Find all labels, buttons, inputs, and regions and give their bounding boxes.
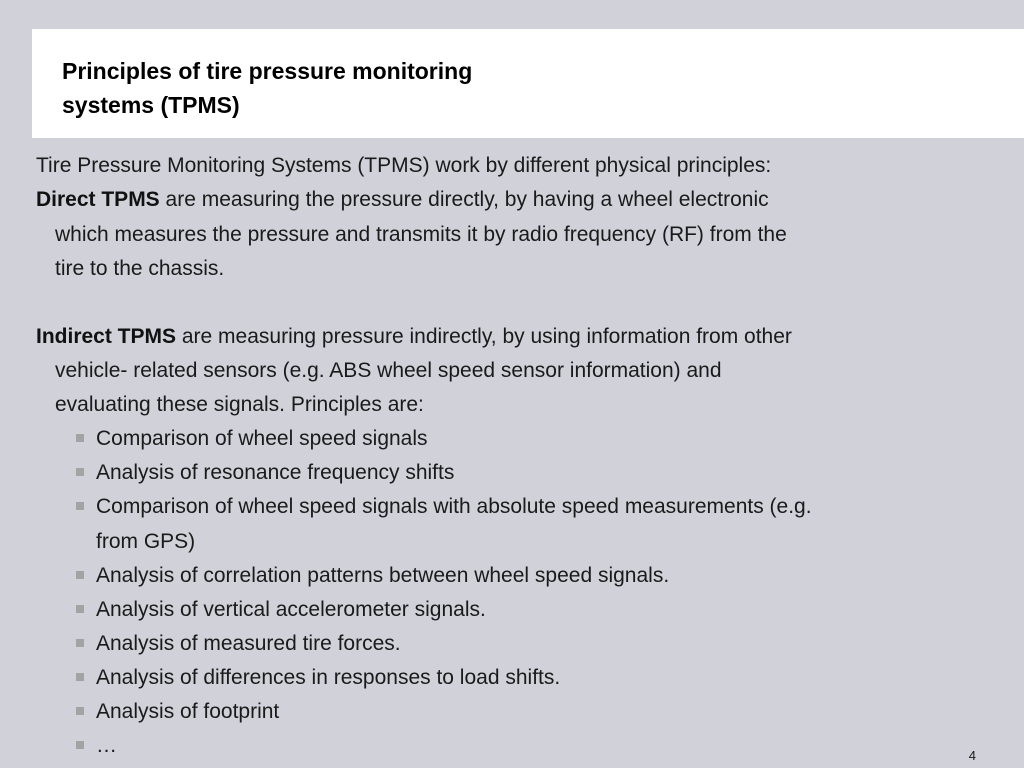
indirect-tpms-line-1 (36, 323, 792, 351)
slide-title-line-1: Principles of tire pressure monitoring (62, 58, 473, 84)
slide-title-line-2: systems (TPMS) (62, 92, 240, 118)
indirect-tpms-text: are measuring pressure indirectly, by using information from other (176, 325, 792, 348)
bullet-marker (76, 707, 84, 715)
list-item: Analysis of footprint (96, 700, 280, 723)
list-item: Comparison of wheel speed signals with absolute speed measurements (e.g. (96, 495, 812, 518)
list-item: Analysis of resonance frequency shifts (96, 461, 455, 484)
bullet-marker (76, 741, 84, 749)
indirect-tpms-term: Indirect TPMS (36, 325, 177, 348)
direct-tpms-line-1 (36, 186, 769, 214)
bullet-marker (76, 571, 84, 579)
bullet-marker (76, 502, 84, 510)
bullet-marker (76, 468, 84, 476)
list-item: Comparison of wheel speed signals (96, 427, 428, 450)
list-item-continuation: from GPS) (96, 530, 196, 553)
list-item: Analysis of measured tire forces. (96, 632, 401, 655)
indirect-tpms-line-2: vehicle- related sensors (e.g. ABS wheel speed sensor information) and (55, 359, 722, 382)
direct-tpms-text: are measuring the pressure directly, by having a wheel electronic (159, 188, 769, 211)
list-item: Analysis of differences in responses to load shifts. (96, 666, 561, 689)
indirect-tpms-line-3: evaluating these signals. Principles are: (55, 393, 424, 416)
list-item: Analysis of correlation patterns between wheel speed signals. (96, 564, 670, 587)
intro-text: Tire Pressure Monitoring Systems (TPMS) work by different physical principles: (36, 154, 772, 177)
list-item: … (96, 734, 117, 757)
bullet-marker (76, 639, 84, 647)
page-number: 4 (968, 748, 976, 763)
direct-tpms-line-2: which measures the pressure and transmits it by radio frequency (RF) from the (55, 223, 787, 246)
list-item: Analysis of vertical accelerometer signals. (96, 598, 486, 621)
bullet-marker (76, 605, 84, 613)
direct-tpms-line-3: tire to the chassis. (55, 257, 225, 280)
bullet-marker (76, 434, 84, 442)
bullet-marker (76, 673, 84, 681)
direct-tpms-term: Direct TPMS (36, 188, 160, 211)
